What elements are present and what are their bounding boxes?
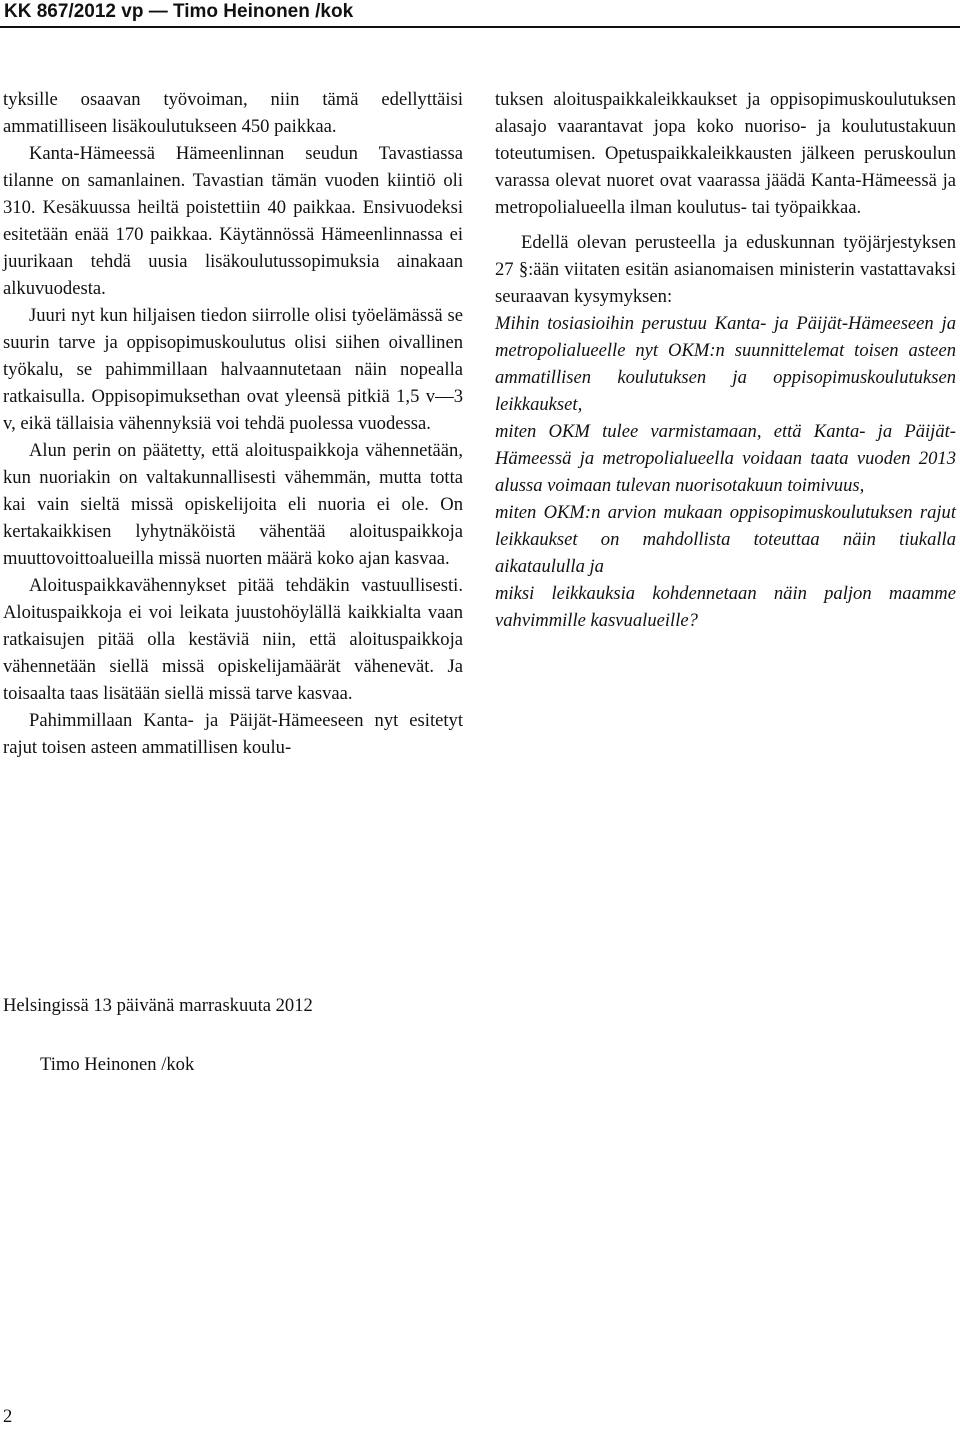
paragraph: tuksen aloituspaikkaleikkaukset ja oppisopimuskoulutuksen alasajo vaarantavat jopa koko nuoriso- ja koulutustakuun toteutumisen. Opetuspaikkaleikkausten jälkeen peruskoulun varassa olevat nuoret ovat vaarassa jäädä Kanta-Hämeessä ja metropolialueella ilman koulutus- tai työpaikkaa. [495,89,956,218]
left-column [3,86,463,761]
paragraph: Juuri nyt kun hiljaisen tiedon siirrolle olisi työelämässä se suurin tarve ja oppisopimuskoulutus olisi siihen oivallinen työkalu, se pahimmillaan halvaannutetaan näin nopealla ratkaisulla. Oppisopimuksethan ovat yleensä pitkiä 1,5 v—3 v, eikä tällaisia vähennyksiä voi tehdä puolessa vuodessa. [3,305,463,434]
question-item: miten OKM:n arvion mukaan oppisopimuskoulutuksen rajut leikkaukset on mahdollista toteuttaa näin tiukalla aikataululla ja [495,502,956,577]
signature-name: Timo Heinonen /kok [40,1054,195,1075]
question-item: Mihin tosiasioihin perustuu Kanta- ja Päijät-Hämeeseen ja metropolialueelle nyt OKM:n suunnittelemat toisen asteen ammatillisen koulutuksen ja oppisopimuskoulutuksen leikkaukset, [495,313,956,415]
paragraph: Edellä olevan perusteella ja eduskunnan työjärjestyksen 27 §:ään viitaten esitän asianomaisen ministerin vastattavaksi seuraavan kysymyksen: [495,232,956,307]
paragraph: Aloituspaikkavähennykset pitää tehdäkin vastuullisesti. Aloituspaikkoja ei voi leikata juustohöylällä kaikkialta vaan ratkaisujen pitää olla kestäviä niin, että aloituspaikkoja vähennetään siellä missä opiskelijamäärät vähenevät. Ja toisaalta taas lisätään siellä missä tarve kasvaa. [3,575,463,704]
paragraph: tyksille osaavan työvoiman, niin tämä edellyttäisi ammatilliseen lisäkoulutukseen 450 paikkaa. [3,89,463,137]
header-title: KK 867/2012 vp — Timo Heinonen /kok [4,1,354,22]
paragraph: Pahimmillaan Kanta- ja Päijät-Hämeeseen nyt esitetyt rajut toisen asteen ammatillisen koulu- [3,710,463,758]
page-number: 2 [3,1406,13,1427]
paragraph: Alun perin on päätetty, että aloituspaikkoja vähennetään, kun nuoriakin on valtakunnallisesti vähemmän, mutta totta kai vain sieltä missä opiskelijoita eli nuoria ei ole. On kertakaikkisen lyhytnäköistä vähentää aloituspaikkoja muuttovoittoalueilla missä nuorten määrä koko ajan kasvaa. [3,440,463,569]
page-header [0,0,960,28]
question-item: miten OKM tulee varmistamaan, että Kanta- ja Päijät-Hämeessä ja metropolialueella voidaan taata vuoden 2013 alussa voimaan tulevan nuorisotakuun toimivuus, [495,421,956,496]
signature-place-date: Helsingissä 13 päivänä marraskuuta 2012 [3,995,313,1016]
right-column [495,86,956,634]
paragraph: Kanta-Hämeessä Hämeenlinnan seudun Tavastiassa tilanne on samanlainen. Tavastian tämän vuoden kiintiö oli 310. Kesäkuussa heiltä poistettiin 40 paikkaa. Ensivuodeksi esitetään enää 170 paikkaa. Käytännössä Hämeenlinnassa ei juurikaan tehdä uusia lisäkoulutussopimuksia ainakaan alkuvuodesta. [3,143,463,299]
question-item: miksi leikkauksia kohdennetaan näin paljon maamme vahvimmille kasvualueille? [495,583,956,631]
